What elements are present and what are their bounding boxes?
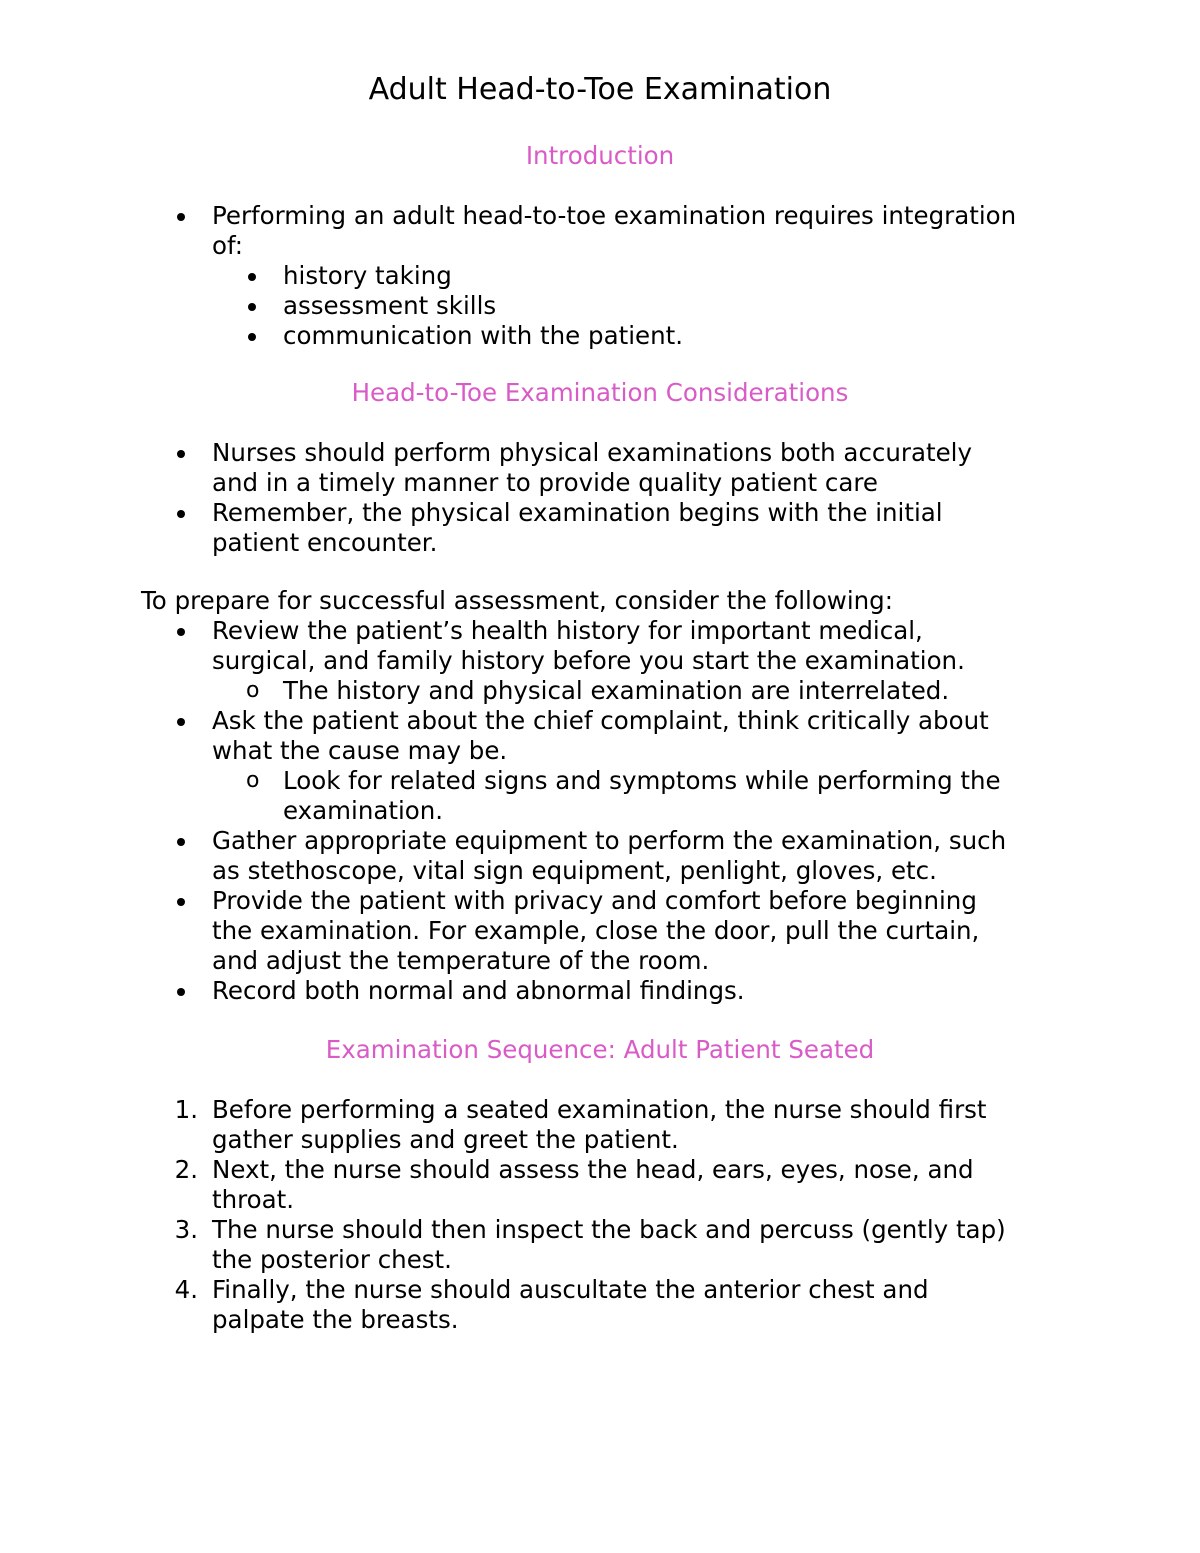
sequence-list	[0, 1095, 1200, 1335]
number-marker: 1.	[174, 1095, 198, 1124]
introduction-list	[0, 201, 1200, 351]
number-marker: 4.	[174, 1275, 198, 1304]
bullet-icon	[248, 333, 256, 341]
list-item: Remember, the physical examination begins with the initial	[0, 498, 1200, 528]
preparation-list	[0, 616, 1200, 1006]
sub-list-item-continuation: examination.	[283, 796, 444, 825]
page-title: Adult Head-to-Toe Examination	[368, 72, 832, 107]
numbered-item: 1. Before performing a seated examination, the nurse should first	[0, 1095, 1200, 1125]
sub-list-item: o The history and physical examination are interrelated.	[246, 676, 950, 705]
list-item: Gather appropriate equipment to perform the examination, such	[0, 826, 1200, 856]
considerations-list	[0, 438, 1200, 558]
bullet-icon	[177, 450, 185, 458]
bullet-icon	[248, 303, 256, 311]
list-item-continuation: the examination. For example, close the door, pull the curtain,	[212, 916, 980, 945]
bullet-icon	[177, 213, 185, 221]
numbered-item-continuation: throat.	[212, 1185, 295, 1214]
list-item-continuation: what the cause may be.	[212, 736, 508, 765]
circle-bullet-icon: o	[246, 678, 260, 703]
list-item: Provide the patient with privacy and comfort before beginning	[0, 886, 1200, 916]
sub-list-item: history taking	[0, 261, 1200, 291]
section-heading-sequence: Examination Sequence: Adult Patient Seated	[325, 1035, 875, 1064]
section-heading-introduction: Introduction	[525, 141, 675, 170]
list-item-continuation: surgical, and family history before you start the examination.	[212, 646, 965, 675]
bullet-icon	[177, 988, 185, 996]
circle-bullet-icon: o	[246, 768, 260, 793]
bullet-icon	[248, 273, 256, 281]
number-marker: 2.	[174, 1155, 198, 1184]
bullet-icon	[177, 838, 185, 846]
list-item-continuation: and adjust the temperature of the room.	[212, 946, 710, 975]
number-marker: 3.	[174, 1215, 198, 1244]
bullet-icon	[177, 628, 185, 636]
list-item: Ask the patient about the chief complaint, think critically about	[0, 706, 1200, 736]
numbered-item: 4. Finally, the nurse should auscultate the anterior chest and	[0, 1275, 1200, 1305]
sub-list-item: communication with the patient.	[0, 321, 1200, 351]
list-item: Review the patient’s health history for important medical,	[0, 616, 1200, 646]
list-item-continuation: of:	[212, 231, 243, 260]
numbered-item: 3. The nurse should then inspect the back and percuss (gently tap)	[0, 1215, 1200, 1245]
section-heading-considerations: Head-to-Toe Examination Considerations	[351, 378, 849, 407]
list-item-continuation: as stethoscope, vital sign equipment, penlight, gloves, etc.	[212, 856, 937, 885]
numbered-item-continuation: the posterior chest.	[212, 1245, 452, 1274]
list-item-continuation: patient encounter.	[212, 528, 438, 557]
list-item: Nurses should perform physical examinations both accurately	[0, 438, 1200, 468]
numbered-item-continuation: palpate the breasts.	[212, 1305, 459, 1334]
bullet-icon	[177, 510, 185, 518]
bullet-icon	[177, 898, 185, 906]
numbered-item: 2. Next, the nurse should assess the head, ears, eyes, nose, and	[0, 1155, 1200, 1185]
bullet-icon	[177, 718, 185, 726]
list-item: Record both normal and abnormal findings.	[0, 976, 1200, 1006]
numbered-item-continuation: gather supplies and greet the patient.	[212, 1125, 679, 1154]
prepare-paragraph: To prepare for successful assessment, consider the following:	[141, 586, 893, 615]
list-item-continuation: and in a timely manner to provide quality patient care	[212, 468, 878, 497]
list-item: Performing an adult head-to-toe examination requires integration	[0, 201, 1200, 231]
sub-list-item: o Look for related signs and symptoms while performing the	[246, 766, 1001, 795]
sub-list-item: assessment skills	[0, 291, 1200, 321]
